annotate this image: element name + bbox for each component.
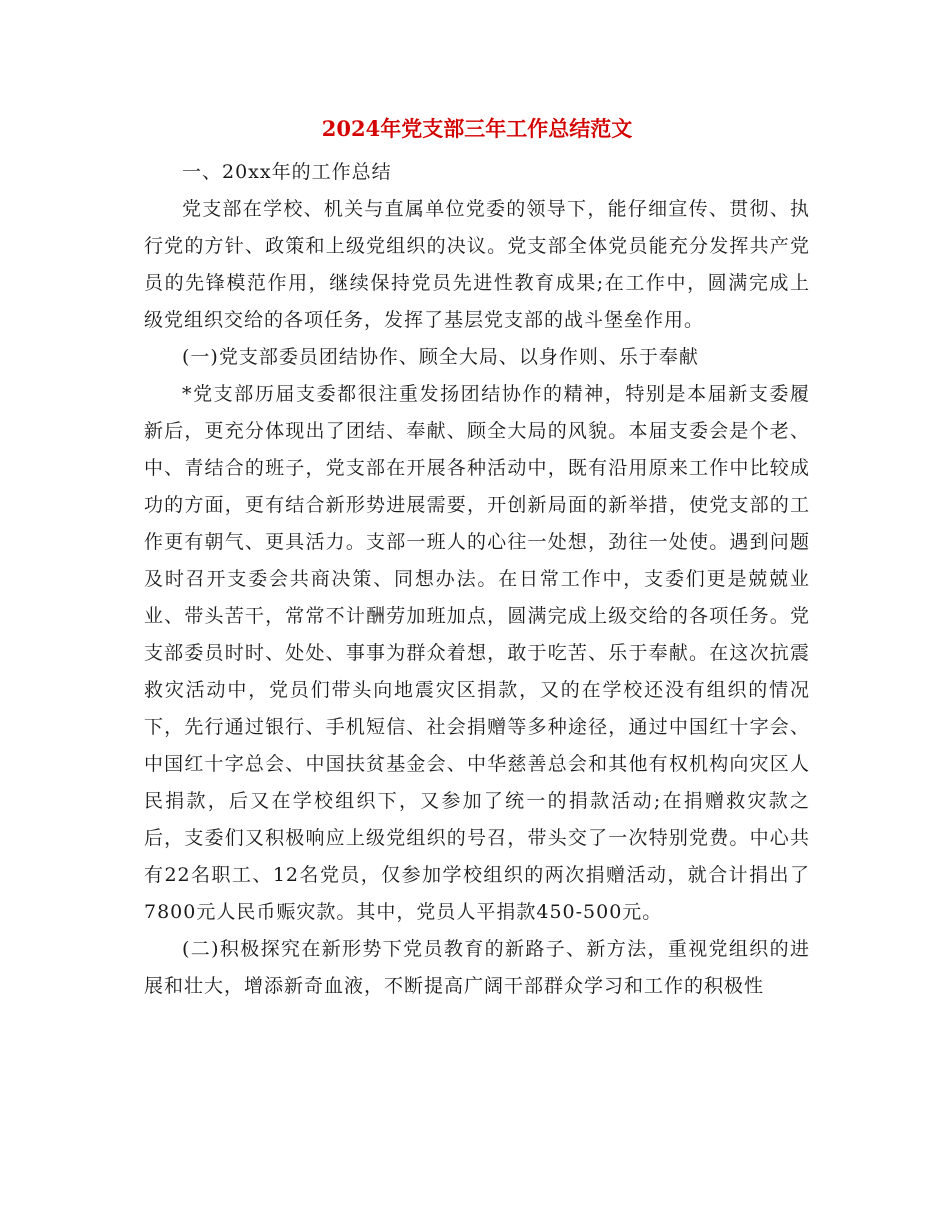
paragraph-body: *党支部历届支委都很注重发扬团结协作的精神，特别是本届新支委履新后，更充分体现出了团结、奉献、顾全大局的风貌。本届支委会是个老、中、青结合的班子，党支部在开展各种活动中，既有沿用原来工作中比较成功的方面，更有结合新形势进展需要，开创新局面的新举措，使党支部的工作更有朝气、更具活力。支部一班人的心往一处想，劲往一处使。遇到问题及时召开支委会共商决策、同想办法。在日常工作中，支委们更是兢兢业业、带头苦干，常常不计酬劳加班加点，圆满完成上级交给的各项任务。党支部委员时时、处处、事事为群众着想，敢于吃苦、乐于奉献。在这次抗震救灾活动中，党员们带头向地震灾区捐款，又的在学校还没有组织的情况下，先行通过银行、手机短信、社会捐赠等多种途径，通过中国红十字会、中国红十字总会、中国扶贫基金会、中华慈善总会和其他有权机构向灾区人民捐款，后又在学校组织下，又参加了统一的捐款活动;在捐赠救灾款之后，支委们又积极响应上级党组织的号召，带头交了一次特别党费。中心共有22名职工、12名党员，仅参加学校组织的两次捐赠活动，就合计捐出了 7800元人民币赈灾款。其中，党员人平捐款450-500元。	[144, 383, 810, 923]
subsection-heading-2: (二)积极探究在新形势下党员教育的新路子、新方法，重视党组织的进展和壮大，增添新奇血液，不断提高广阔干部群众学习和工作的积极性	[144, 938, 810, 997]
subsection-heading-1: (一)党支部委员团结协作、顾全大局、以身作则、乐于奉献	[182, 346, 699, 368]
paragraph-intro: 党支部在学校、机关与直属单位党委的领导下，能仔细宣传、贯彻、执行党的方针、政策和上级党组织的决议。党支部全体党员能充分发挥共产党员的先锋模范作用，继续保持党员先进性教育成果;在工作中，圆满完成上级党组织交给的各项任务，发挥了基层党支部的战斗堡垒作用。	[144, 198, 810, 331]
section-heading: 一、20xx年的工作总结	[182, 161, 392, 183]
document-title: 2024年党支部三年工作总结范文	[321, 116, 633, 141]
